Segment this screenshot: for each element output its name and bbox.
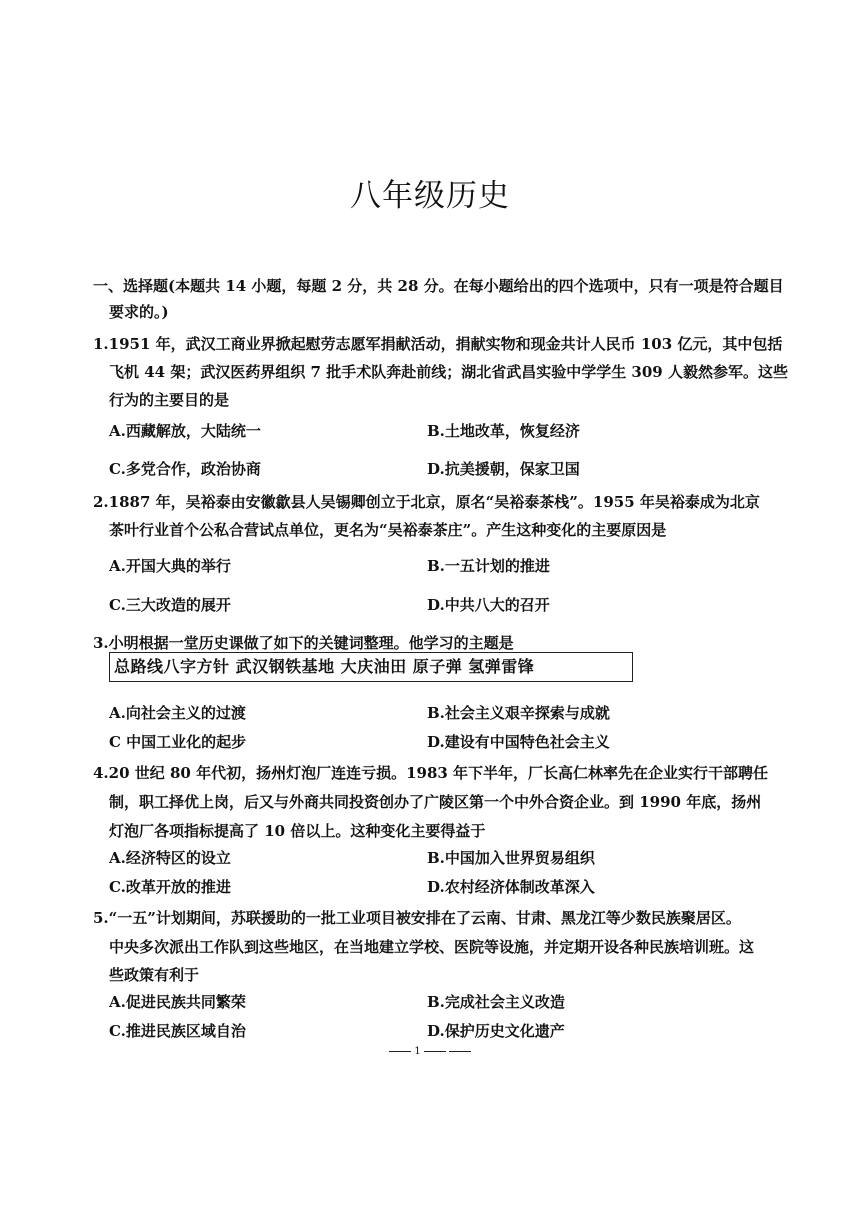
keywords-box: 总路线八字方针 武汉钢铁基地 大庆油田 原子弹 氢弹雷锋 xyxy=(109,652,633,682)
question-1-line-2: 飞机 44 架；武汉医药界组织 7 批手术队奔赴前线；湖北省武昌实验中学学生 309 人毅然参军。这些 xyxy=(109,363,788,381)
footer-dash-right xyxy=(424,1051,446,1052)
page-number: 1 xyxy=(414,1046,421,1057)
question-2-option-c: C.三大改造的展开 xyxy=(109,596,231,614)
page-title: 八年级历史 xyxy=(350,178,510,214)
question-2-option-b: B.一五计划的推进 xyxy=(427,557,550,575)
question-4-option-b: B.中国加入世界贸易组织 xyxy=(427,849,595,867)
question-5-option-a: A.促进民族共同繁荣 xyxy=(109,993,246,1011)
footer-dash-right-2 xyxy=(449,1051,471,1052)
question-4-line-1: 4.20 世纪 80 年代初，扬州灯泡厂连连亏损。1983 年下半年，厂长高仁林率先在企业实行干部聘任 xyxy=(93,764,769,782)
question-4-line-3: 灯泡厂各项指标提高了 10 倍以上。这种变化主要得益于 xyxy=(109,822,486,840)
footer-dash-left xyxy=(389,1051,411,1052)
question-2-line-2: 茶叶行业首个公私合营试点单位，更名为“吴裕泰茶庄”。产生这种变化的主要原因是 xyxy=(109,521,667,539)
question-5-line-1: 5.“一五”计划期间，苏联援助的一批工业项目被安排在了云南、甘肃、黑龙江等少数民族聚居区。 xyxy=(93,909,741,927)
question-1-option-a: A.西藏解放，大陆统一 xyxy=(109,422,261,440)
question-4-option-a: A.经济特区的设立 xyxy=(109,849,231,867)
question-3-option-b: B.社会主义艰辛探索与成就 xyxy=(427,704,610,722)
page-footer xyxy=(0,1045,860,1059)
question-4-line-2: 制，职工择优上岗，后又与外商共同投资创办了广陵区第一个中外合资企业。到 1990 年底，扬州 xyxy=(109,793,762,811)
question-5-option-b: B.完成社会主义改造 xyxy=(427,993,565,1011)
question-4-option-c: C.改革开放的推进 xyxy=(109,878,231,896)
question-5-line-2: 中央多次派出工作队到这些地区，在当地建立学校、医院等设施，并定期开设各种民族培训班。这 xyxy=(109,938,755,956)
question-2-line-1: 2.1887 年，吴裕泰由安徽歙县人吴锡卿创立于北京，原名“吴裕泰茶栈”。1955 年吴裕泰成为北京 xyxy=(93,493,760,511)
question-1-option-c: C.多党合作，政治协商 xyxy=(109,460,261,478)
question-5-option-d: D.保护历史文化遗产 xyxy=(427,1022,565,1040)
section-instruction-line-2: 要求的。) xyxy=(109,303,169,321)
question-2-option-d: D.中共八大的召开 xyxy=(427,596,550,614)
question-5-line-3: 些政策有利于 xyxy=(109,966,200,984)
question-3-option-c: C 中国工业化的起步 xyxy=(109,733,247,751)
question-4-option-d: D.农村经济体制改革深入 xyxy=(427,878,595,896)
question-1-option-d: D.抗美援朝，保家卫国 xyxy=(427,460,580,478)
question-1-line-1: 1.1951 年，武汉工商业界掀起慰劳志愿军捐献活动，捐献实物和现金共计人民币 103 亿元，其中包括 xyxy=(93,335,783,353)
question-3-option-a: A.向社会主义的过渡 xyxy=(109,704,246,722)
question-2-option-a: A.开国大典的举行 xyxy=(109,557,231,575)
question-1-option-b: B.土地改革，恢复经济 xyxy=(427,422,580,440)
question-5-option-c: C.推进民族区域自治 xyxy=(109,1022,246,1040)
question-3-option-d: D.建设有中国特色社会主义 xyxy=(427,733,610,751)
section-instruction-line-1: 一、选择题(本题共 14 小题，每题 2 分，共 28 分。在每小题给出的四个选项中，只有一项是符合题目 xyxy=(93,277,784,295)
question-1-line-3: 行为的主要目的是 xyxy=(109,391,230,409)
question-3-line-1: 3.小明根据一堂历史课做了如下的关键词整理。他学习的主题是 xyxy=(93,634,514,652)
